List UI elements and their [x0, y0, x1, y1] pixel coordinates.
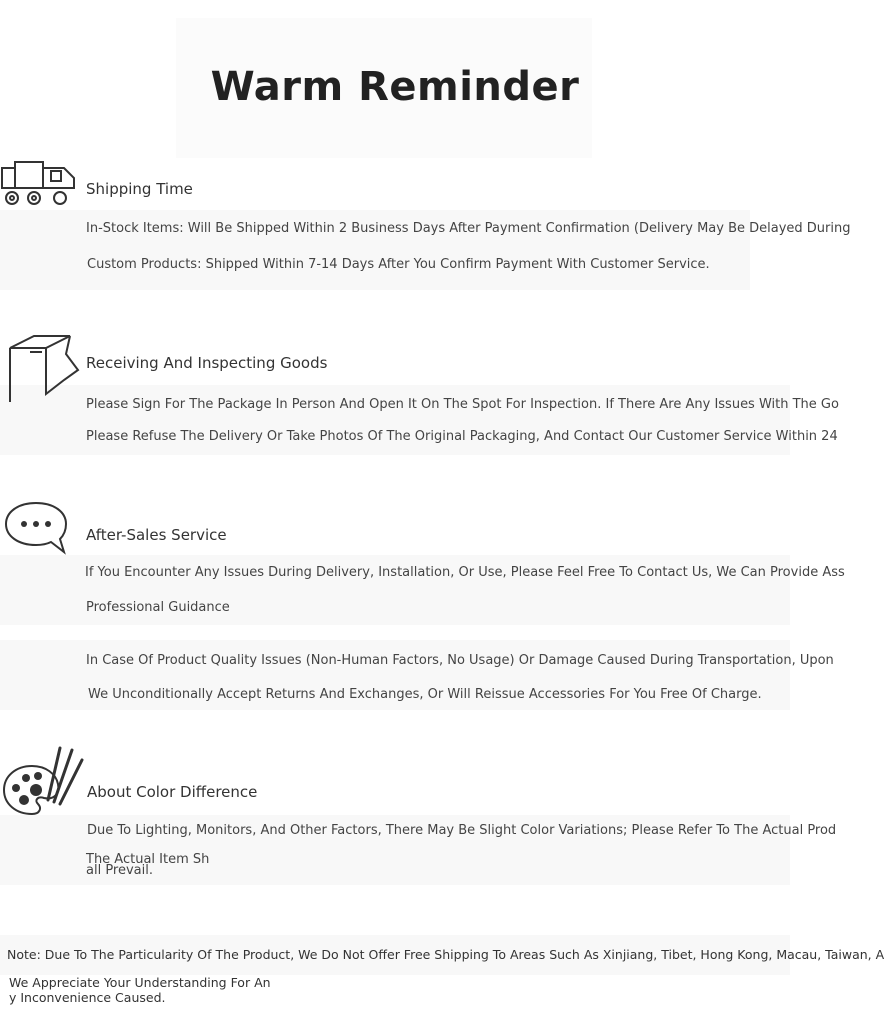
section-text-line: In-Stock Items: Will Be Shipped Within 2 Business Days After Payment Confirmation (Delivery May Be Delayed During: [86, 221, 851, 236]
section-text-line: all Prevail.: [86, 863, 154, 878]
box-icon: [4, 334, 84, 408]
palette-icon: [2, 742, 86, 820]
section-text-line: Custom Products: Shipped Within 7-14 Days After You Confirm Payment With Customer Service.: [87, 257, 710, 272]
section-text-line: Please Sign For The Package In Person And Open It On The Spot For Inspection. If There Are Any Issues With The Go: [86, 397, 839, 412]
section-background: [0, 385, 790, 455]
page-title: Warm Reminder: [210, 64, 580, 110]
section-text-line: If You Encounter Any Issues During Delivery, Installation, Or Use, Please Feel Free To Contact Us, We Can Provide Ass: [85, 565, 845, 580]
section-text-line: Professional Guidance: [86, 600, 230, 615]
section-text-line: We Unconditionally Accept Returns And Exchanges, Or Will Reissue Accessories For You Free Of Charge.: [88, 687, 762, 702]
section-heading: Receiving And Inspecting Goods: [86, 354, 328, 372]
section-heading: About Color Difference: [87, 783, 258, 801]
section-text-line: Please Refuse The Delivery Or Take Photos Of The Original Packaging, And Contact Our Customer Service Within 24: [86, 429, 838, 444]
chat-bubble-icon: [4, 500, 70, 558]
note-text: We Appreciate Your Understanding For An: [9, 975, 271, 990]
note-text: Note: Due To The Particularity Of The Product, We Do Not Offer Free Shipping To Areas Such As Xinjiang, Tibet, Hong Kong, Macau, Taiwan, A: [7, 947, 884, 962]
section-text-line: In Case Of Product Quality Issues (Non-Human Factors, No Usage) Or Damage Caused During Transportation, Upon: [86, 653, 834, 668]
section-heading: Shipping Time: [86, 180, 193, 198]
section-text-line: Due To Lighting, Monitors, And Other Factors, There May Be Slight Color Variations; Please Refer To The Actual Prod: [87, 823, 837, 838]
truck-icon: [0, 158, 86, 210]
section-heading: After-Sales Service: [86, 526, 227, 544]
note-text: y Inconvenience Caused.: [9, 990, 166, 1005]
section-text-line: The Actual Item Sh: [86, 852, 210, 867]
